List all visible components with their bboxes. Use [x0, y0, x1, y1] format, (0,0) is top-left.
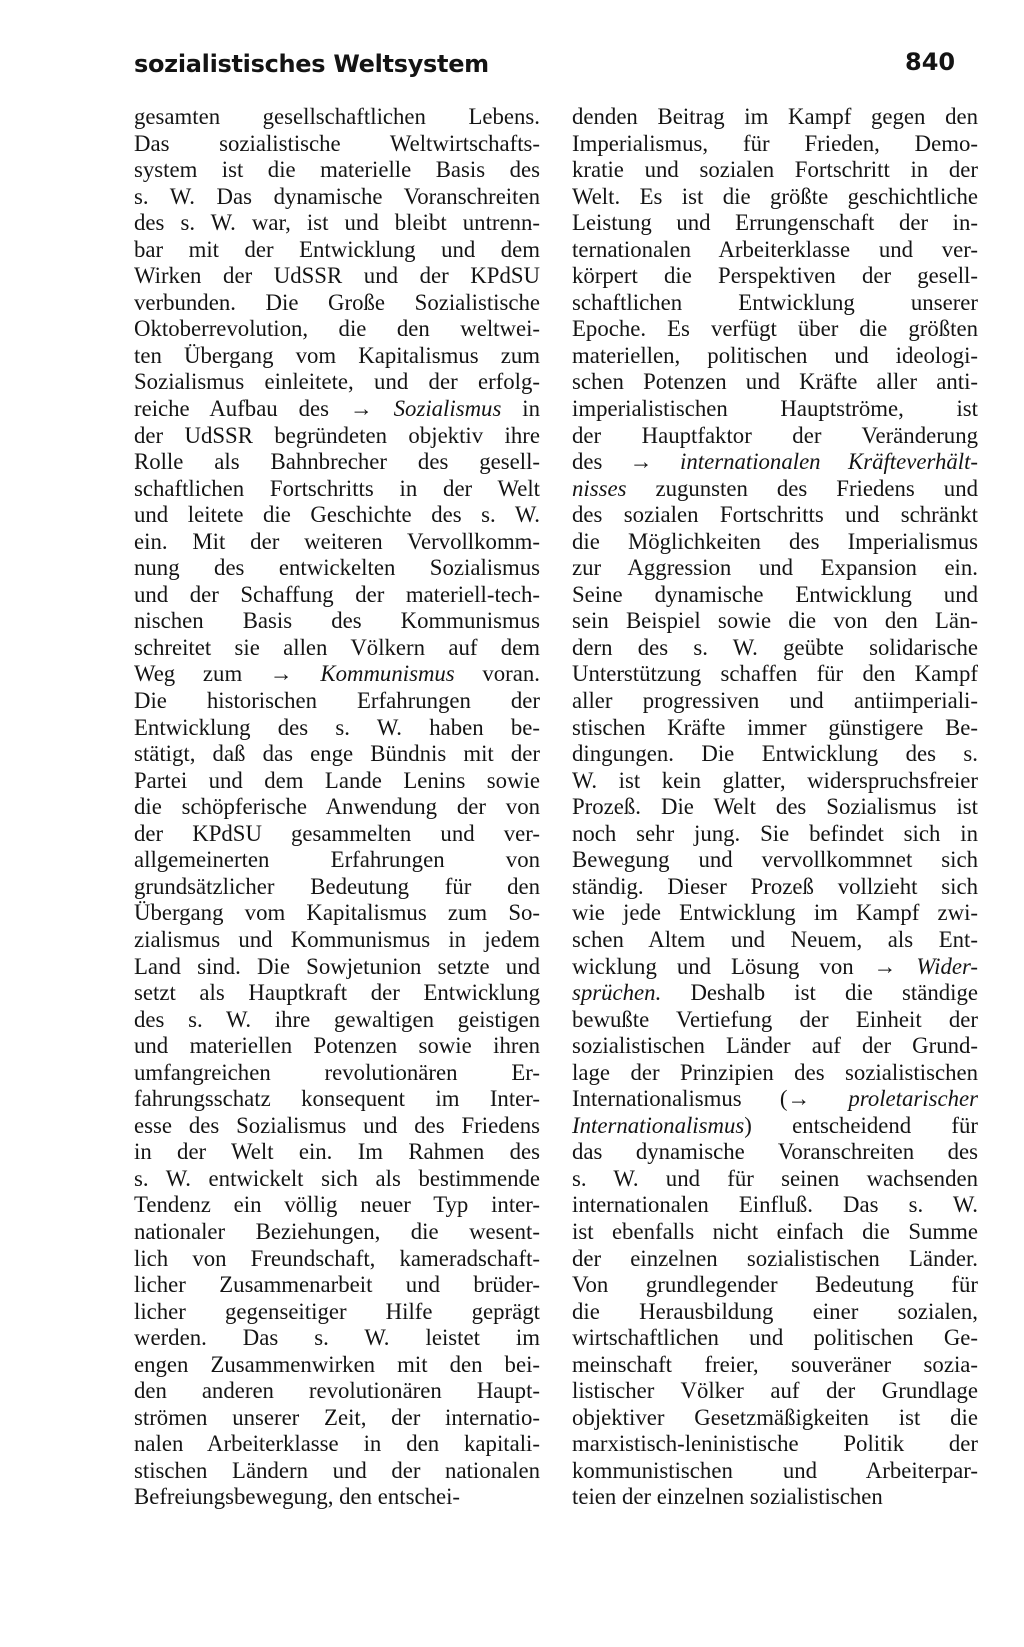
text-line: die schöpferische Anwendung der von: [134, 794, 540, 820]
text-line: wie jede Entwicklung im Kampf zwi-: [572, 900, 978, 926]
text-line: kommunistischen und Arbeiterpar-: [572, 1457, 978, 1483]
text-line: licher Zusammenarbeit und brüder-: [134, 1272, 540, 1298]
text-line: dingungen. Die Entwicklung des s.: [572, 741, 978, 767]
text-line: zialismus und Kommunismus in jedem: [134, 926, 540, 952]
text-line: Partei und dem Lande Lenins sowie: [134, 767, 540, 793]
cross-reference: internationalen Kräfteverhält-: [680, 449, 979, 475]
text-line: Internationalismus (→ proletarischer: [572, 1086, 978, 1112]
text-line: in der Welt ein. Im Rahmen des: [134, 1139, 540, 1165]
text-line: Sozialismus einleitete, und der erfolg-: [134, 369, 540, 395]
text-line: des → internationalen Kräfteverhält-: [572, 449, 979, 475]
text-line: Von grundlegender Bedeutung für: [572, 1272, 978, 1298]
cross-reference: Internationalismus: [572, 1112, 745, 1138]
text-line: den anderen revolutionären Haupt-: [134, 1378, 540, 1404]
text-line: Übergang vom Kapitalismus zum So-: [134, 900, 540, 926]
text-line: sein Beispiel sowie die von den Län-: [572, 608, 978, 634]
text-line: aller progressiven und antiimperiali-: [572, 688, 978, 714]
cross-reference: Kommunismus: [320, 661, 455, 687]
text-line: esse des Sozialismus und des Friedens: [134, 1112, 540, 1138]
text-line: umfangreichen revolutionären Er-: [134, 1059, 540, 1085]
text-line: Tendenz ein völlig neuer Typ inter-: [134, 1192, 540, 1218]
text-line: fahrungsschatz konsequent im Inter-: [134, 1086, 540, 1112]
text-line: Epoche. Es verfügt über die größten: [572, 316, 978, 342]
text-line: s. W. Das dynamische Voranschreiten: [134, 183, 540, 209]
text-line: Land sind. Die Sowjetunion setzte und: [134, 953, 540, 979]
text-line: Unterstützung schaffen für den Kampf: [572, 661, 978, 687]
cross-reference: sprüchen.: [572, 980, 662, 1006]
text-line: stätigt, daß das enge Bündnis mit der: [134, 741, 540, 767]
text-line: objektiver Gesetzmäßigkeiten ist die: [572, 1404, 978, 1430]
text-line: Befreiungsbewegung, den entschei-: [134, 1484, 461, 1510]
text-line: Entwicklung des s. W. haben be-: [134, 714, 540, 740]
text-line: stischen Kräfte immer günstigere Be-: [572, 714, 978, 740]
text-line: des s. W. ihre gewaltigen geistigen: [134, 1006, 540, 1032]
text-line: die Möglichkeiten des Imperialismus: [572, 528, 978, 554]
text-line: schaftlichen Entwicklung unserer: [572, 289, 978, 315]
text-line: ternationalen Arbeiterklasse und ver-: [572, 236, 978, 262]
text-line: körpert die Perspektiven der gesell-: [572, 263, 978, 289]
text-line: Die historischen Erfahrungen der: [134, 688, 540, 714]
text-line: und materiellen Potenzen sowie ihren: [134, 1033, 540, 1059]
text-line: Welt. Es ist die größte geschichtliche: [572, 183, 978, 209]
text-line: der Hauptfaktor der Veränderung: [572, 422, 978, 448]
text-line: lich von Freundschaft, kameradschaft-: [134, 1245, 540, 1271]
left-column: [134, 104, 540, 1511]
right-column: [572, 104, 978, 1511]
text-line: licher gegenseitiger Hilfe geprägt: [134, 1298, 540, 1324]
text-line: W. ist kein glatter, widerspruchsfreier: [572, 767, 978, 793]
text-line: schen Potenzen und Kräfte aller anti-: [572, 369, 978, 395]
text-line: verbunden. Die Große Sozialistische: [134, 289, 540, 315]
text-line: nationaler Beziehungen, die wesent-: [134, 1218, 540, 1244]
text-line: sprüchen. Deshalb ist die ständige: [572, 980, 978, 1006]
text-line: nisses zugunsten des Friedens und: [572, 475, 978, 501]
text-line: bewußte Vertiefung der Einheit der: [572, 1006, 978, 1032]
text-line: die Herausbildung einer sozialen,: [572, 1298, 978, 1324]
text-line: engen Zusammenwirken mit den bei-: [134, 1351, 540, 1377]
text-line: das dynamische Voranschreiten des: [572, 1139, 978, 1165]
text-line: nung des entwickelten Sozialismus: [134, 555, 540, 581]
text-line: schreitet sie allen Völkern auf dem: [134, 634, 540, 660]
text-line: strömen unserer Zeit, der internatio-: [134, 1404, 540, 1430]
text-line: listischer Völker auf der Grundlage: [572, 1378, 978, 1404]
text-line: kratie und sozialen Fortschritt in der: [572, 157, 978, 183]
text-line: internationalen Einfluß. Das s. W.: [572, 1192, 978, 1218]
text-line: Internationalismus) entscheidend für: [572, 1112, 978, 1138]
text-line: und der Schaffung der materiell-tech-: [134, 581, 540, 607]
text-line: zur Aggression und Expansion ein.: [572, 555, 978, 581]
text-line: Rolle als Bahnbrecher des gesell-: [134, 449, 540, 475]
text-line: werden. Das s. W. leistet im: [134, 1325, 540, 1351]
text-line: und leitete die Geschichte des s. W.: [134, 502, 540, 528]
text-line: allgemeinerten Erfahrungen von: [134, 847, 540, 873]
text-line: Prozeß. Die Welt des Sozialismus ist: [572, 794, 978, 820]
cross-reference: Wider-: [916, 953, 978, 979]
text-line: gesamten gesellschaftlichen Lebens.: [134, 104, 540, 129]
text-line: Oktoberrevolution, die den weltwei-: [134, 316, 540, 342]
text-line: dern des s. W. geübte solidarische: [572, 634, 978, 660]
text-line: Leistung und Errungenschaft der in-: [572, 210, 978, 236]
text-line: ständig. Dieser Prozeß vollzieht sich: [572, 873, 978, 899]
running-head: sozialistisches Weltsystem: [134, 50, 489, 78]
text-line: noch sehr jung. Sie befindet sich in: [572, 820, 978, 846]
text-line: der einzelnen sozialistischen Länder.: [572, 1245, 978, 1271]
text-line: Das sozialistische Weltwirtschafts-: [134, 130, 540, 156]
text-line: wirtschaftlichen und politischen Ge-: [572, 1325, 978, 1351]
text-line: lage der Prinzipien des sozialistischen: [572, 1059, 978, 1085]
text-line: materiellen, politischen und ideologi-: [572, 342, 978, 368]
text-line: des sozialen Fortschritts und schränkt: [572, 502, 978, 528]
cross-reference: proletarischer: [848, 1086, 978, 1112]
text-line: s. W. entwickelt sich als bestimmende: [134, 1165, 540, 1191]
page-number: 840: [905, 48, 956, 76]
cross-reference: Sozialismus: [393, 396, 502, 422]
text-line: des s. W. war, ist und bleibt untrenn-: [134, 210, 540, 236]
text-line: der KPdSU gesammelten und ver-: [134, 820, 540, 846]
text-line: sozialistischen Länder auf der Grund-: [572, 1033, 978, 1059]
text-line: teien der einzelnen sozialistischen: [572, 1484, 883, 1510]
text-line: setzt als Hauptkraft der Entwicklung: [134, 980, 540, 1006]
text-line: Bewegung und vervollkommnet sich: [572, 847, 978, 873]
text-line: Seine dynamische Entwicklung und: [572, 581, 978, 607]
text-line: bar mit der Entwicklung und dem: [134, 236, 540, 262]
text-line: Imperialismus, für Frieden, Demo-: [572, 130, 978, 156]
text-line: denden Beitrag im Kampf gegen den: [572, 104, 978, 129]
text-line: ein. Mit der weiteren Vervollkomm-: [134, 528, 540, 554]
text-line: s. W. und für seinen wachsenden: [572, 1165, 978, 1191]
text-line: marxistisch-leninistische Politik der: [572, 1431, 978, 1457]
text-line: meinschaft freier, souveräner sozia-: [572, 1351, 978, 1377]
text-line: imperialistischen Hauptströme, ist: [572, 396, 978, 422]
text-line: schaftlichen Fortschritts in der Welt: [134, 475, 540, 501]
text-line: ist ebenfalls nicht einfach die Summe: [572, 1218, 978, 1244]
text-line: ten Übergang vom Kapitalismus zum: [134, 342, 540, 368]
text-line: grundsätzlicher Bedeutung für den: [134, 873, 540, 899]
text-line: Weg zum → Kommunismus voran.: [134, 661, 540, 687]
text-line: der UdSSR begründeten objektiv ihre: [134, 422, 540, 448]
cross-reference: nisses: [572, 475, 627, 501]
text-line: schen Altem und Neuem, als Ent-: [572, 926, 978, 952]
text-line: nalen Arbeiterklasse in den kapitali-: [134, 1431, 540, 1457]
text-line: nischen Basis des Kommunismus: [134, 608, 540, 634]
text-line: system ist die materielle Basis des: [134, 157, 540, 183]
text-line: reiche Aufbau des → Sozialismus in: [134, 396, 540, 422]
text-line: stischen Ländern und der nationalen: [134, 1457, 540, 1483]
text-line: wicklung und Lösung von → Wider-: [572, 953, 978, 979]
text-line: Wirken der UdSSR und der KPdSU: [134, 263, 540, 289]
